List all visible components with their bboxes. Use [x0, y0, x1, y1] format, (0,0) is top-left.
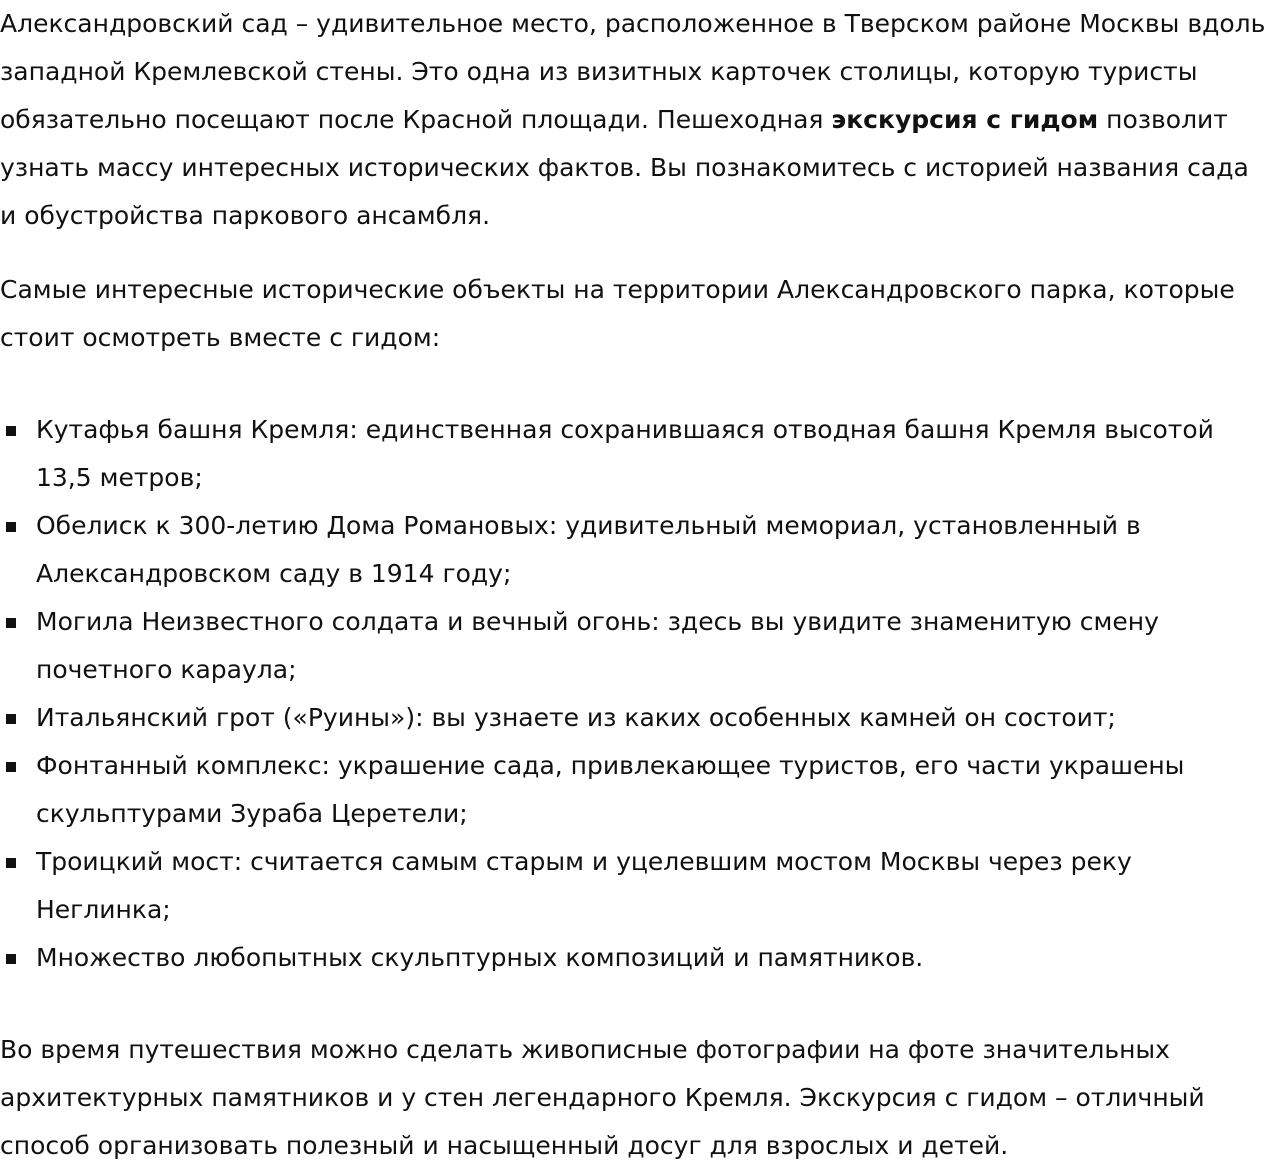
attraction-list-item — [0, 838, 1270, 934]
attraction-text: Троицкий мост: считается самым старым и уцелевшим мостом Москвы через реку Неглинка; — [36, 847, 1132, 924]
square-bullet-icon — [6, 522, 16, 532]
attraction-list-item — [0, 598, 1270, 694]
square-bullet-icon — [6, 858, 16, 868]
attraction-list-item — [0, 694, 1270, 742]
attraction-text: Множество любопытных скульптурных композиций и памятников. — [36, 943, 924, 972]
attraction-text: Обелиск к 300-летию Дома Романовых: удивительный мемориал, установленный в Александровском саду в 1914 году; — [36, 511, 1141, 588]
intro-paragraph — [0, 0, 1270, 240]
square-bullet-icon — [6, 762, 16, 772]
square-bullet-icon — [6, 618, 16, 628]
intro-text-start: Александровский сад – удивительное место, расположенное в Тверском районе Москвы вдоль западной Кремлевской стены. Это одна из визитных карточек столицы, которую туристы обязательно посещают после Красной площади. Пешеходная — [0, 9, 1266, 134]
attraction-list-item — [0, 406, 1270, 502]
attractions-list — [0, 406, 1270, 982]
square-bullet-icon — [6, 426, 16, 436]
attraction-list-item — [0, 742, 1270, 838]
attraction-text: Могила Неизвестного солдата и вечный огонь: здесь вы увидите знаменитую смену почетного караула; — [36, 607, 1159, 684]
list-intro-paragraph: Самые интересные исторические объекты на территории Александровского парка, которые стоит осмотреть вместе с гидом: — [0, 275, 1235, 352]
tour-highlight: экскурсия с гидом — [831, 105, 1099, 134]
square-bullet-icon — [6, 714, 16, 724]
attraction-list-item — [0, 934, 1270, 982]
attraction-text: Фонтанный комплекс: украшение сада, привлекающее туристов, его части украшены скульптурами Зураба Церетели; — [36, 751, 1185, 828]
square-bullet-icon — [6, 954, 16, 964]
attraction-text: Итальянский грот («Руины»): вы узнаете из каких особенных камней он состоит; — [36, 703, 1116, 732]
conclusion-paragraph: Во время путешествия можно сделать живописные фотографии на фоте значительных архитектурных памятников и у стен легендарного Кремля. Экскурсия с гидом – отличный способ организовать полезный и насыщенный досуг для взрослых и детей. — [0, 1035, 1205, 1160]
attraction-text: Кутафья башня Кремля: единственная сохранившаяся отводная башня Кремля высотой 13,5 метров; — [36, 415, 1214, 492]
intro-text-end: позволит узнать массу интересных исторических фактов. Вы познакомитесь с историей названия сада и обустройства паркового ансамбля. — [0, 105, 1249, 230]
attraction-list-item — [0, 502, 1270, 598]
